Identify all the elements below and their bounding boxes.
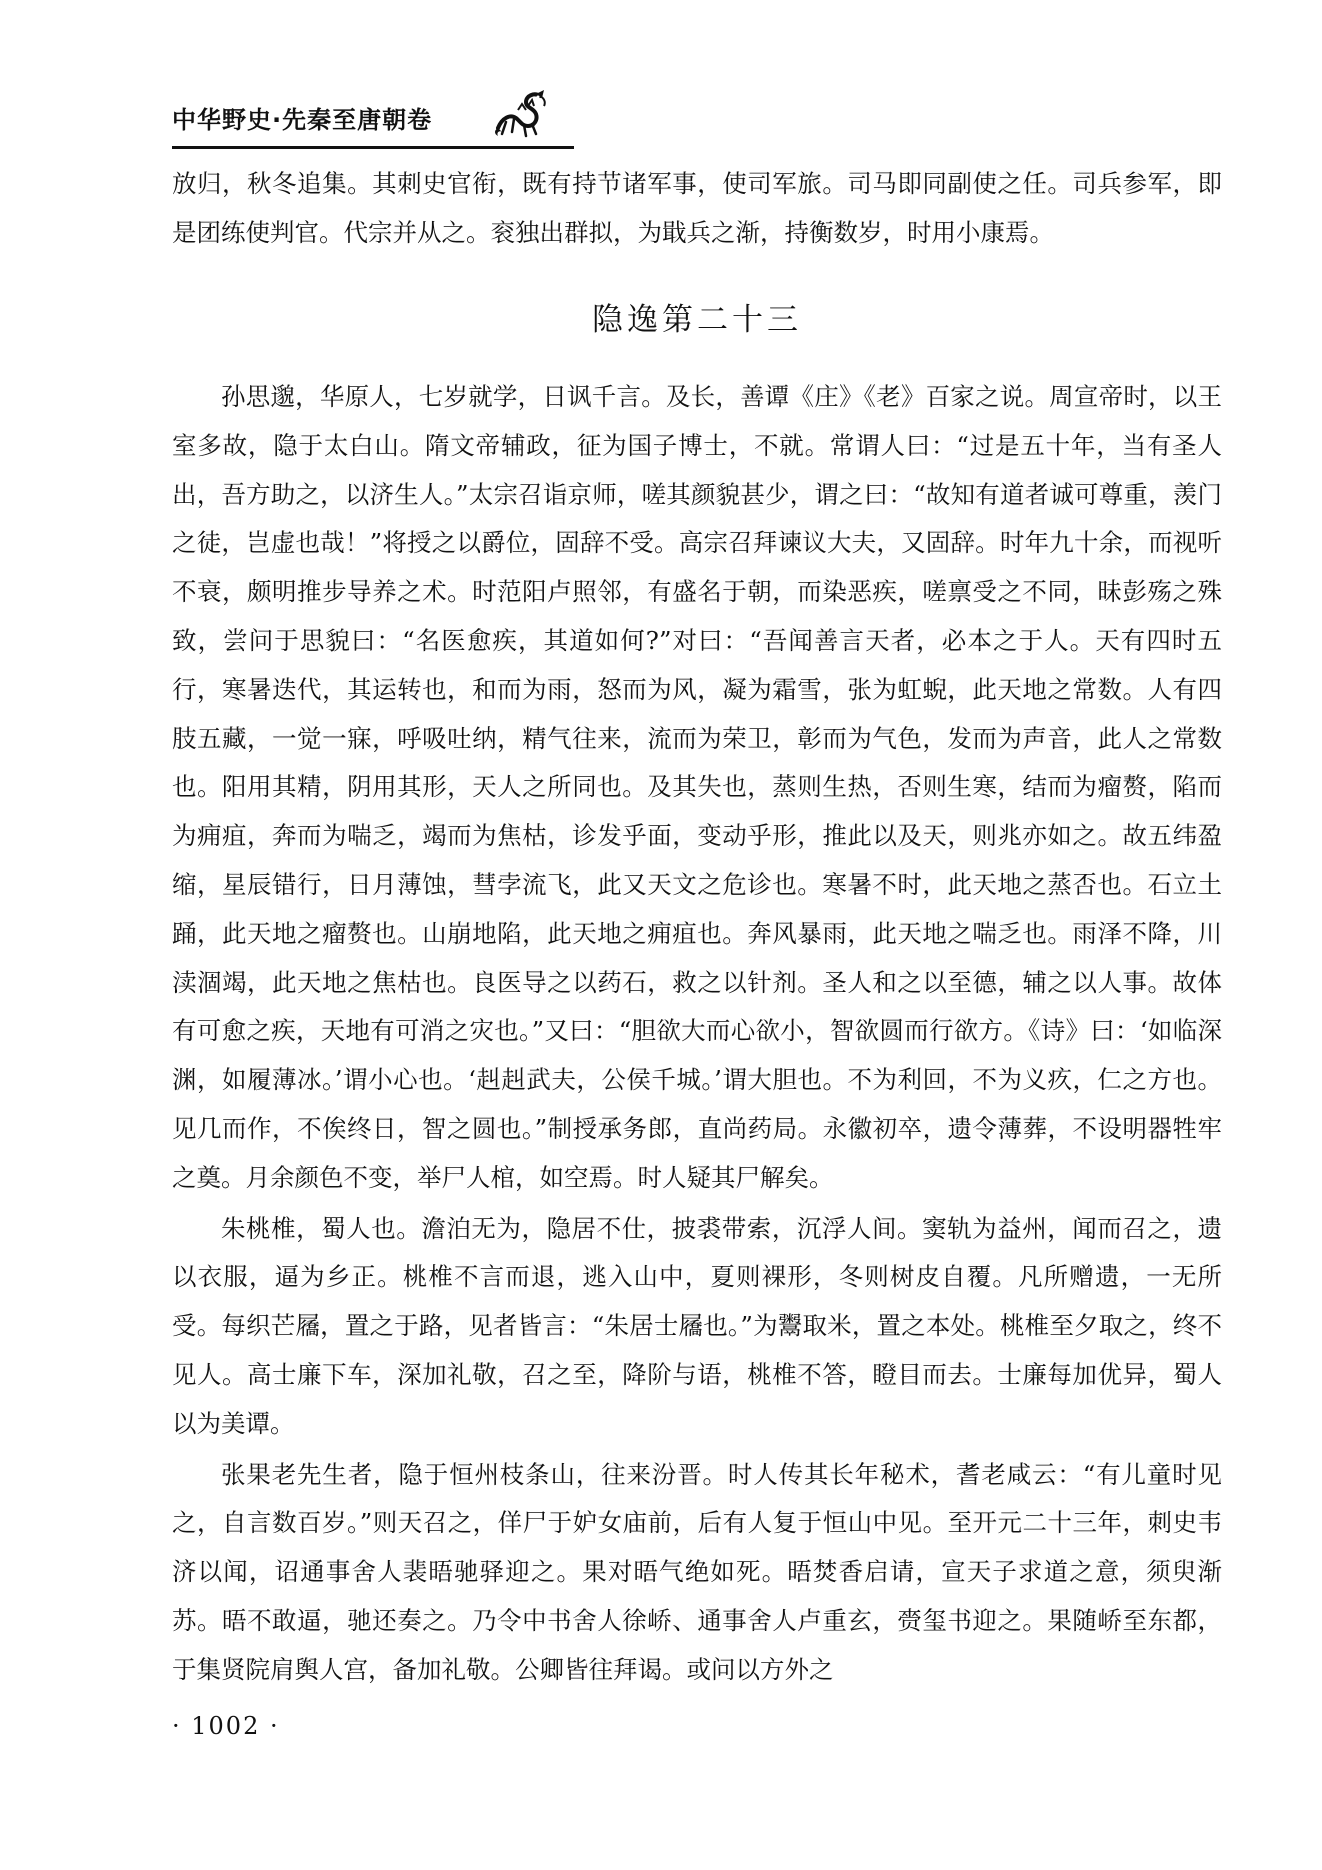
- paragraph: 张果老先生者，隐于恒州枝条山，往来汾晋。时人传其长年秘术，耆老咸云：“有儿童时见之，自言数百岁。”则天召之，佯尸于妒女庙前，后有人复于恒山中见。至开元二十三年，刺史韦济以闻，诏通事舍人裴晤驰驿迎之。果对晤气绝如死。晤焚香启请，宣天子求道之意，须臾渐苏。晤不敢逼，驰还奏之。乃令中书舍人徐峤、通事舍人卢重玄，赍玺书迎之。果随峤至东都，于集贤院肩舆人宫，备加礼敬。公卿皆往拜谒。或问以方外之: [172, 1459, 1222, 1684]
- dragon-icon: [492, 88, 550, 140]
- header-divider: [172, 146, 574, 149]
- page-number: · 1002 ·: [172, 1712, 280, 1740]
- paragraph: 孙思邈，华原人，七岁就学，日讽千言。及长，善谭《庄》《老》百家之说。周宣帝时，以王室多故，隐于太白山。隋文帝辅政，征为国子博士，不就。常谓人曰：“过是五十年，当有圣人出，吾方助之，以济生人。”太宗召诣京师，嗟其颜貌甚少，谓之曰：“故知有道者诚可尊重，羡门之徒，岂虚也哉！”将授之以爵位，固辞不受。高宗召拜谏议大夫，又固辞。时年九十余，而视听不衰，颇明推步导养之术。时范阳卢照邻，有盛名于朝，而染恶疾，嗟禀受之不同，昧彭殇之殊致，尝问于思貌曰：“名医愈疾，其道如何?”对曰：“吾闻善言天者，必本之于人。天有四时五行，寒暑迭代，其运转也，和而为雨，怒而为风，凝为霜雪，张为虹蜺，此天地之常数。人有四肢五藏，一觉一寐，呼吸吐纳，精气往来，流而为荣卫，彰而为气色，发而为声音，此人之常数也。阳用其精，阴用其形，天人之所同也。及其失也，蒸则生热，否则生寒，结而为瘤赘，陷而为痈疽，奔而为喘乏，竭而为焦枯，诊发乎面，变动乎形，推此以及天，则兆亦如之。故五纬盈缩，星辰错行，日月薄蚀，彗孛流飞，此又天文之危诊也。寒暑不时，此天地之蒸否也。石立土踊，此天地之瘤赘也。山崩地陷，此天地之痈疽也。奔风暴雨，此天地之喘乏也。雨泽不降，川渎涸竭，此天地之焦枯也。良医导之以药石，救之以针剂。圣人和之以至德，辅之以人事。故体有可愈之疾，天地有可消之灾也。”又曰：“胆欲大而心欲小，智欲圆而行欲方。《诗》曰：‘如临深渊，如履薄冰。’谓小心也。‘赳赳武夫，公侯千城。’谓大胆也。不为利回，不为义疚，仁之方也。见几而作，不俟终日，智之圆也。”制授承务郎，直尚药局。永徽初卒，遗令薄葬，不设明器牲牢之奠。月余颜色不变，举尸人棺，如空焉。时人疑其尸解矣。: [172, 382, 1222, 1192]
- paragraph: 朱桃椎，蜀人也。澹泊无为，隐居不仕，披裘带索，沉浮人间。窦轨为益州，闻而召之，遗以衣服，逼为乡正。桃椎不言而退，逃入山中，夏则裸形，冬则树皮自覆。凡所赠遗，一无所受。每织芒屩，置之于路，见者皆言：“朱居士屩也。”为鬻取米，置之本处。桃椎至夕取之，终不见人。高士廉下车，深加礼敬，召之至，降阶与语，桃椎不答，瞪目而去。士廉每加优异，蜀人以为美谭。: [172, 1213, 1222, 1438]
- intro-paragraph: 放归，秋冬追集。其刺史官衔，既有持节诸军事，使司军旅。司马即同副使之任。司兵参军，即是团练使判官。代宗并从之。衮独出群拟，为戢兵之渐，持衡数岁，时用小康焉。: [172, 169, 1222, 247]
- intro-text: [172, 160, 1222, 258]
- running-header: [172, 88, 552, 148]
- book-title: 中华野史·先秦至唐朝卷: [172, 106, 433, 134]
- section-title: 隐逸第二十三: [592, 302, 802, 338]
- main-text: [172, 373, 1222, 1697]
